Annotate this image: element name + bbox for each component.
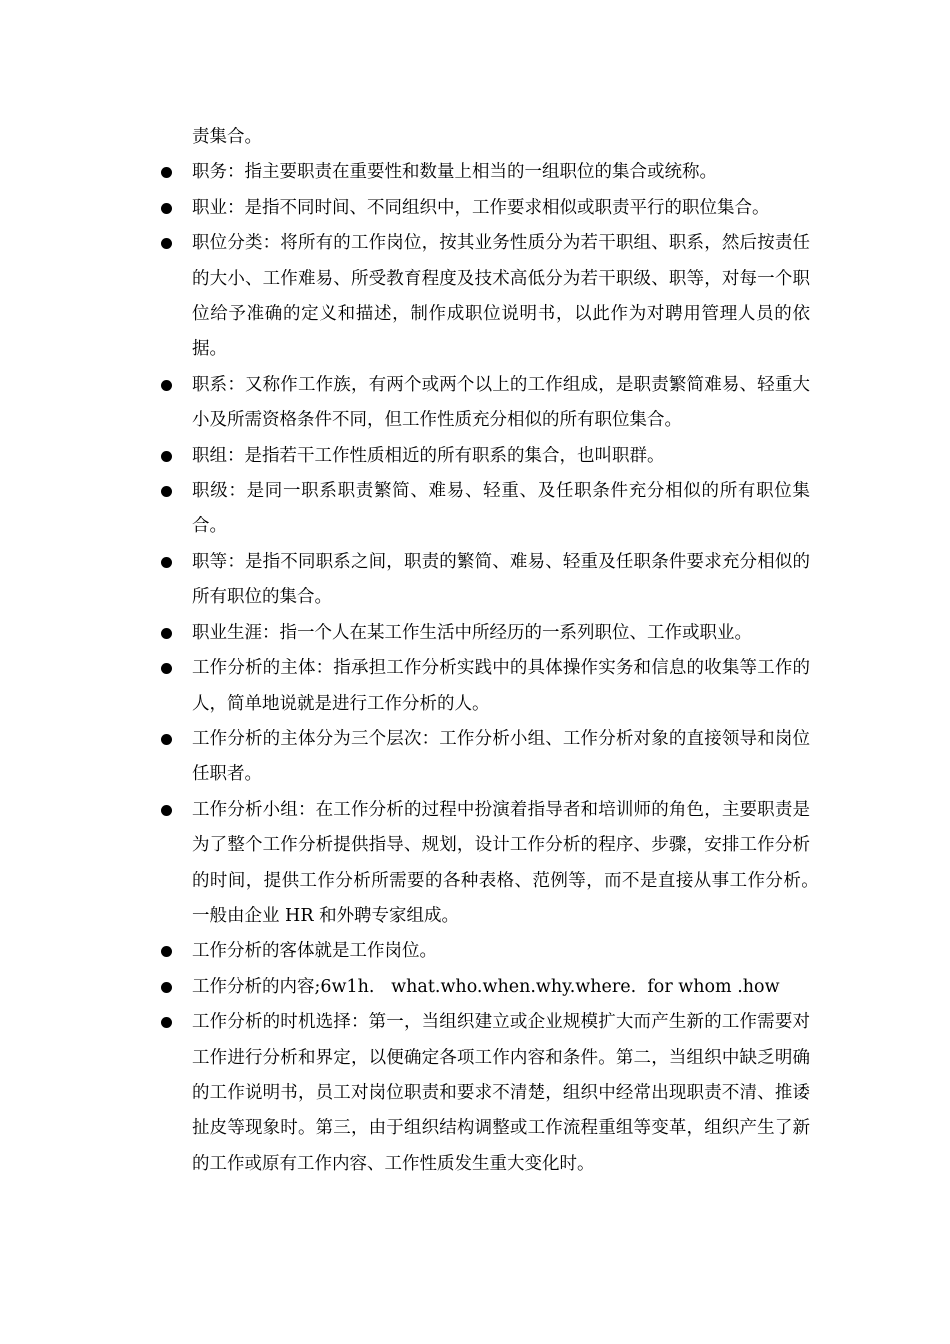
list-item — [192, 793, 828, 935]
list-item-text: 职等：是指不同职系之间，职责的繁简、难易、轻重及任职条件要求充分相似的所有职位的集合。 — [192, 551, 810, 608]
list-item-text: 职务：指主要职责在重要性和数量上相当的一组职位的集合或统称。 — [192, 162, 717, 183]
list-item-text: 职位分类：将所有的工作岗位，按其业务性质分为若干职组、职系，然后按责任的大小、工作难易、所受教育程度及技术高低分为若干职级、职等，对每一个职位给予准确的定义和描述，制作成职位说明书，以此作为对聘用管理人员的依据。 — [192, 233, 810, 360]
list-item — [192, 368, 810, 439]
list-item-text: 工作分析的主体：指承担工作分析实践中的具体操作实务和信息的收集等工作的人，简单地说就是进行工作分析的人。 — [192, 658, 810, 714]
bullet-icon — [161, 557, 172, 568]
list-item-text: 职业：是指不同时间、不同组织中，工作要求相似或职责平行的职位集合。 — [192, 197, 770, 218]
list-item — [192, 191, 810, 226]
list-item — [192, 616, 810, 651]
list-item — [192, 1005, 810, 1182]
bullet-icon — [161, 628, 172, 639]
continuation-text: 责集合。 — [192, 127, 262, 147]
list-item-text: 工作分析的内容;6w1h. what.who.when.why.where. for whom .how — [192, 976, 780, 997]
list-item — [192, 934, 810, 969]
list-item — [192, 970, 810, 1005]
bullet-icon — [161, 238, 172, 249]
bullet-icon — [161, 805, 172, 816]
list-item-text: 工作分析的时机选择：第一，当组织建立或企业规模扩大而产生新的工作需要对工作进行分析和界定，以便确定各项工作内容和条件。第二，当组织中缺乏明确的工作说明书，员工对岗位职责和要求不清楚，组织中经常出现职责不清、推诿扯皮等现象时。第三，由于组织结构调整或工作流程重组等变革，组织产生了新的工作或原有工作内容、工作性质发生重大变化时。 — [192, 1012, 810, 1174]
list-item — [192, 545, 810, 616]
list-item-text: 工作分析小组：在工作分析的过程中扮演着指导者和培训师的角色，主要职责是为了整个工作分析提供指导、规划，设计工作分析的程序、步骤，安排工作分析的时间，提供工作分析所需要的各种表格、范例等，而不是直接从事工作分析。 一般由企业 HR 和外聘专家组成。 — [192, 799, 828, 926]
list-item — [192, 439, 810, 474]
bullet-icon — [161, 167, 172, 178]
bullet-icon — [161, 451, 172, 462]
bullet-icon — [161, 203, 172, 214]
list-item-text: 职组：是指若干工作性质相近的所有职系的集合，也叫职群。 — [192, 445, 665, 466]
list-item — [192, 722, 810, 793]
bullet-list — [192, 155, 828, 1182]
bullet-icon — [161, 734, 172, 745]
bullet-icon — [161, 946, 172, 957]
list-item-text: 工作分析的客体就是工作岗位。 — [192, 941, 437, 962]
bullet-icon — [161, 486, 172, 497]
bullet-icon — [161, 380, 172, 391]
list-item-text: 职级：是同一职系职责繁简、难易、轻重、及任职条件充分相似的所有职位集合。 — [192, 481, 810, 537]
bullet-icon — [161, 1017, 172, 1028]
bullet-icon — [161, 663, 172, 674]
list-item — [192, 474, 810, 545]
bullet-icon — [161, 982, 172, 993]
list-item — [192, 155, 810, 190]
list-item — [192, 651, 810, 722]
list-item-text: 职系：又称作工作族，有两个或两个以上的工作组成，是职责繁简难易、轻重大小及所需资格条件不同，但工作性质充分相似的所有职位集合。 — [192, 374, 810, 431]
list-item-text: 职业生涯：指一个人在某工作生活中所经历的一系列职位、工作或职业。 — [192, 622, 752, 643]
list-item — [192, 226, 810, 368]
document-body — [192, 120, 828, 1182]
list-item-text: 工作分析的主体分为三个层次：工作分析小组、工作分析对象的直接领导和岗位任职者。 — [192, 728, 810, 785]
